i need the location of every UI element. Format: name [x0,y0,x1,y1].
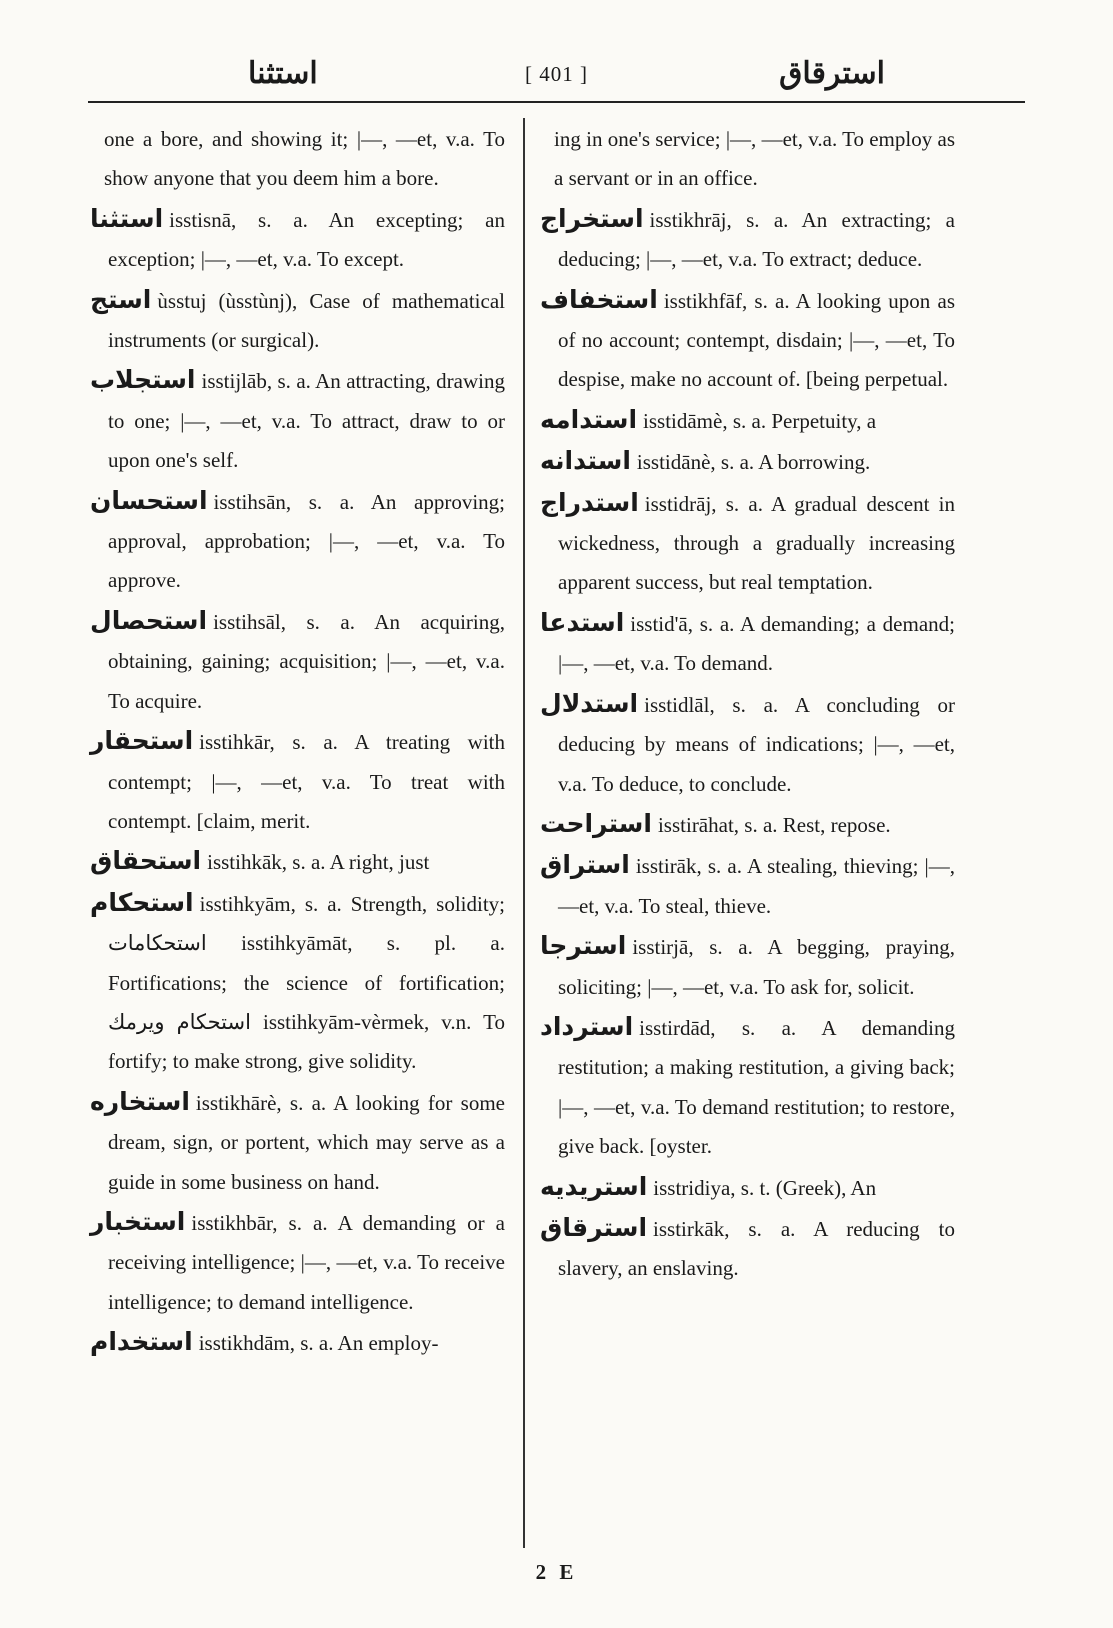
arabic-headword: استدعا [540,607,625,637]
arabic-headword: استراحت [540,808,652,838]
header-left-word: استثنا [248,57,318,90]
arabic-headword: استرداد [540,1011,634,1041]
arabic-headword: استحكام [90,887,194,917]
dictionary-entry: استرداد isstirdād, s. a. A demanding restitution; a making restitution, a giving back; |—, —et, v.a. To demand restitution; to restore, give back. [oyster. [540,1011,955,1159]
arabic-headword: استخفاف [540,284,658,314]
dictionary-entry: استرجا isstirjā, s. a. A begging, praying, soliciting; |—, —et, v.a. To ask for, solicit. [540,931,955,999]
dictionary-entry: استثنا isstisnā, s. a. An excepting; an exception; |—, —et, v.a. To except. [90,203,505,272]
dictionary-entry: استخراج isstikhrāj, s. a. An extracting; a deducing; |—, —et, v.a. To extract; deduce. [540,203,955,272]
dictionary-entry: استدراج isstidrāj, s. a. A gradual descent in wickedness, through a gradually increasing apparent success, but real temptation. [540,487,955,595]
dictionary-entry: استجلاب isstijlāb, s. a. An attracting, drawing to one; |—, —et, v.a. To attract, draw to or upon one's self. [90,365,505,473]
arabic-headword: استرجا [540,931,627,961]
dictionary-entry: استدعا isstid'ā, s. a. A demanding; a demand; |—, —et, v.a. To demand. [540,607,955,676]
dictionary-entry: استحقاق isstihkāk, s. a. A right, just [90,846,430,876]
arabic-headword: استحقار [90,726,194,756]
arabic-headword: استرقاق [540,1212,648,1242]
dictionary-entry: استراحت isstirāhat, s. a. Rest, repose. [540,808,891,838]
dictionary-entry: استراق isstirāk, s. a. A stealing, thieving; |—, —et, v.a. To steal, thieve. [540,850,955,918]
column-divider [523,118,525,1548]
arabic-headword: استخبار [90,1206,186,1236]
arabic-headword: استراق [540,850,630,880]
dictionary-entry: استحقار isstihkār, s. a. A treating with contempt; |—, —et, v.a. To treat with contempt. [claim, merit. [90,726,505,833]
dictionary-entry: استرقاق isstirkāk, s. a. A reducing to slavery, an enslaving. [540,1212,955,1281]
arabic-headword: استدلال [540,688,639,718]
header-rule [88,101,1025,103]
page-number: [ 401 ] [525,62,588,86]
right-column [540,120,955,1289]
signature-mark: 2 E [535,1560,578,1584]
arabic-headword: استخدام [90,1327,193,1357]
arabic-headword: استريديه [540,1171,648,1201]
dictionary-entry: استدامه isstidāmè, s. a. Perpetuity, a [540,404,877,434]
left-column [90,120,505,1364]
dictionary-entry: one a bore, and showing it; |—, —et, v.a. To show anyone that you deem him a bore. [104,127,505,191]
arabic-headword: استحقاق [90,846,202,876]
arabic-headword: استخراج [540,203,644,233]
dictionary-entry: استحسان isstihsān, s. a. An approving; approval, approbation; |—, —et, v.a. To approve. [90,485,505,593]
page-header [88,48,1025,98]
arabic-headword: استخاره [90,1086,190,1116]
dictionary-entry: استج ùsstuj (ùsstùnj), Case of mathematical instruments (or surgical). [90,284,505,353]
dictionary-entry: استحكام isstihkyām, s. a. Strength, solidity; استحكامات isstihkyāmāt, s. pl. a. Fortifications; the science of fortification; استحكام ويرمك isstihkyām-vèrmek, v.n. To fortify; to make strong, give solidity. [90,887,505,1074]
arabic-headword: استدراج [540,487,639,517]
arabic-headword: استدانه [540,446,631,476]
dictionary-entry: استخاره isstikhārè, s. a. A looking for some dream, sign, or portent, which may serve as a guide in some business on hand. [90,1086,505,1194]
dictionary-entry: استخفاف isstikhfāf, s. a. A looking upon as of no account; contempt, disdain; |—, —et, To despise, make no account of. [being perpetual. [540,284,955,392]
arabic-headword: استدامه [540,404,638,434]
dictionary-entry: استدانه isstidānè, s. a. A borrowing. [540,446,871,476]
arabic-headword: استحصال [90,605,208,635]
dictionary-entry: استدلال isstidlāl, s. a. A concluding or deducing by means of indications; |—, —et, v.a. To deduce, to conclude. [540,688,955,796]
dictionary-entry: استخبار isstikhbār, s. a. A demanding or a receiving intelligence; |—, —et, v.a. To receive intelligence; to demand intelligence. [90,1206,505,1314]
dictionary-entry: استخدام isstikhdām, s. a. An employ- [90,1327,439,1357]
arabic-headword: استثنا [90,203,164,233]
dictionary-entry: ing in one's service; |—, —et, v.a. To employ as a servant or in an office. [554,127,955,191]
arabic-headword: استحسان [90,485,208,515]
dictionary-entry: استحصال isstihsāl, s. a. An acquiring, obtaining, gaining; acquisition; |—, —et, v.a. To acquire. [90,605,505,713]
dictionary-entry: استريديه isstridiya, s. t. (Greek), An [540,1171,877,1201]
arabic-headword: استج [90,284,152,314]
header-right-word: استرقاق [779,57,885,90]
arabic-headword: استجلاب [90,365,196,395]
